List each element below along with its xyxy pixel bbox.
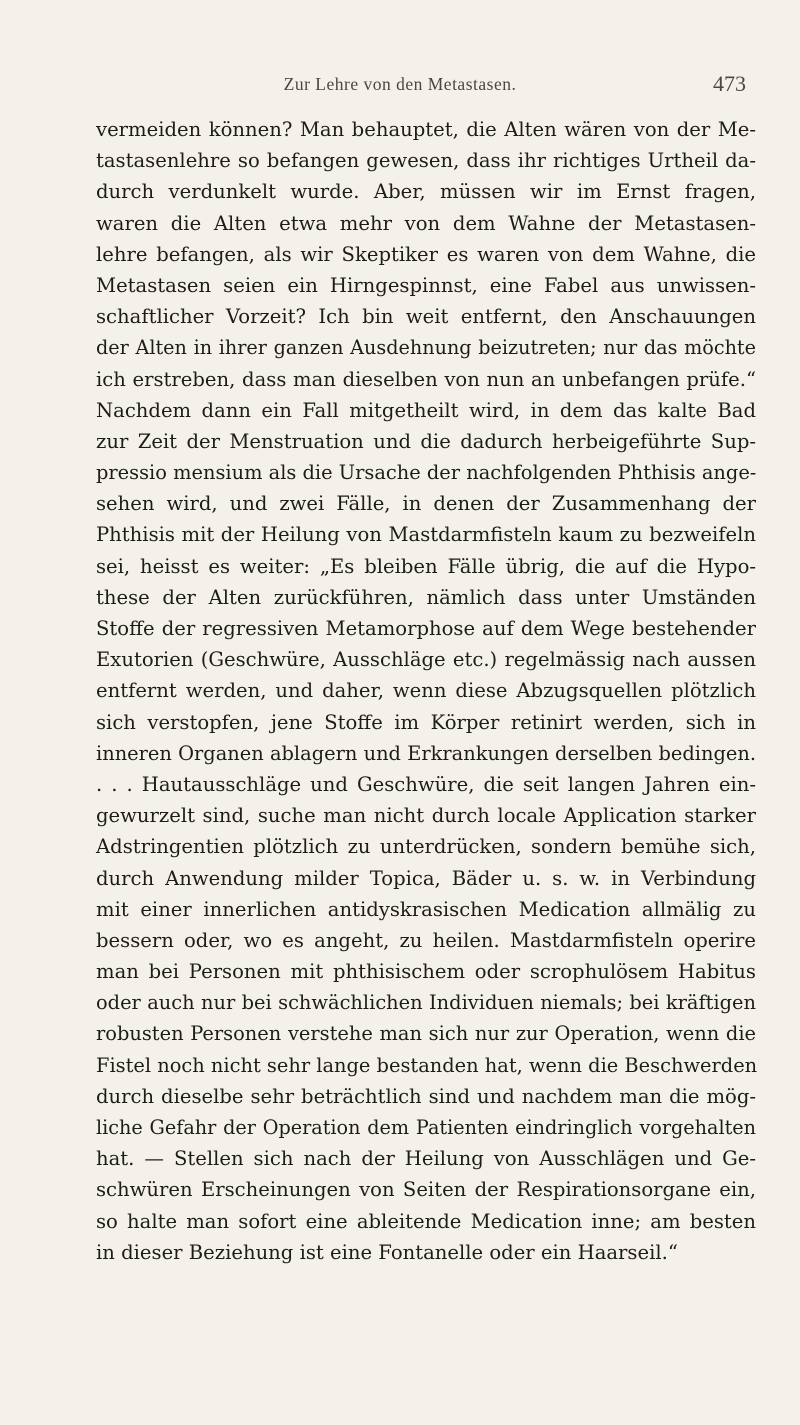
text-line: inneren Organen ablagern und Erkrankungen derselben bedingen. bbox=[96, 741, 756, 765]
running-head-title: Zur Lehre von den Metastasen. bbox=[283, 74, 517, 94]
body-text bbox=[96, 114, 756, 1268]
text-line: pressio mensium als die Ursache der nachfolgenden Phthisis ange- bbox=[96, 461, 757, 485]
text-line: Adstringentien plötzlich zu unterdrücken, sondern bemühe sich, bbox=[96, 835, 756, 859]
text-line: durch dieselbe sehr beträchtlich sind und nachdem man die mög- bbox=[96, 1084, 756, 1108]
running-head bbox=[0, 71, 800, 104]
text-line: Stoffe der regressiven Metamorphose auf dem Wege bestehender bbox=[96, 617, 756, 640]
text-line: Phthisis mit der Heilung von Mastdarmfisteln kaum zu bezweifeln bbox=[96, 523, 756, 547]
text-line: durch verdunkelt wurde. Aber, müssen wir im Ernst fragen, bbox=[96, 180, 756, 204]
text-line: robusten Personen verstehe man sich nur zur Operation, wenn die bbox=[96, 1022, 756, 1046]
text-line: so halte man sofort eine ableitende Medication inne; am besten bbox=[96, 1209, 756, 1233]
text-line: oder auch nur bei schwächlichen Individuen niemals; bei kräftigen bbox=[96, 991, 756, 1015]
text-line: Fistel noch nicht sehr lange bestanden hat, wenn die Beschwerden bbox=[96, 1053, 758, 1077]
text-line: Nachdem dann ein Fall mitgetheilt wird, in dem das kalte Bad bbox=[96, 398, 756, 422]
text-line: sehen wird, und zwei Fälle, in denen der Zusammenhang der bbox=[96, 492, 756, 516]
text-line: Exutorien (Geschwüre, Ausschläge etc.) regelmässig nach aussen bbox=[96, 648, 756, 672]
text-line: sei, heisst es weiter: „Es bleiben Fälle übrig, die auf die Hypo- bbox=[96, 554, 756, 578]
text-line: zur Zeit der Menstruation und die dadurch herbeigeführte Sup- bbox=[96, 429, 756, 453]
text-line: mit einer innerlichen antidyskrasischen Medication allmälig zu bbox=[96, 897, 756, 921]
text-line: durch Anwendung milder Topica, Bäder u. s. w. in Verbindung bbox=[96, 866, 756, 890]
text-line: schwüren Erscheinungen von Seiten der Respirationsorgane ein, bbox=[96, 1178, 756, 1202]
text-line: gewurzelt sind, suche man nicht durch locale Application starker bbox=[96, 804, 756, 828]
text-line: in dieser Beziehung ist eine Fontanelle oder ein Haarseil.“ bbox=[96, 1240, 678, 1264]
text-line: hat. — Stellen sich nach der Heilung von Ausschlägen und Ge- bbox=[96, 1147, 756, 1171]
text-line: . . . Hautausschläge und Geschwüre, die seit langen Jahren ein- bbox=[96, 772, 756, 796]
text-line: bessern oder, wo es angeht, zu heilen. Mastdarmfisteln operire bbox=[96, 928, 756, 952]
text-line: der Alten in ihrer ganzen Ausdehnung beizutreten; nur das möchte bbox=[96, 336, 756, 360]
text-line: sich verstopfen, jene Stoffe im Körper retinirt werden, sich in bbox=[96, 710, 756, 734]
text-line: entfernt werden, und daher, wenn diese Abzugsquellen plötzlich bbox=[96, 679, 756, 703]
text-line: these der Alten zurückführen, nämlich dass unter Umständen bbox=[96, 585, 756, 609]
text-line: schaftlicher Vorzeit? Ich bin weit entfernt, den Anschauungen bbox=[96, 305, 756, 329]
text-line: Metastasen seien ein Hirngespinnst, eine Fabel aus unwissen- bbox=[96, 273, 756, 297]
text-line: lehre befangen, als wir Skeptiker es waren von dem Wahne, die bbox=[96, 242, 756, 266]
text-line: man bei Personen mit phthisischem oder scrophulösem Habitus bbox=[96, 960, 756, 984]
text-line: ich erstreben, dass man dieselben von nun an unbefangen prüfe.“ bbox=[96, 367, 756, 391]
text-line: waren die Alten etwa mehr von dem Wahne der Metastasen- bbox=[96, 211, 756, 235]
text-line: vermeiden können? Man behauptet, die Alten wären von der Me- bbox=[96, 118, 756, 141]
page-number: 473 bbox=[713, 71, 746, 96]
text-line: liche Gefahr der Operation dem Patienten eindringlich vorgehalten bbox=[96, 1116, 756, 1139]
text-line: tastasenlehre so befangen gewesen, dass ihr richtiges Urtheil da- bbox=[96, 149, 756, 173]
